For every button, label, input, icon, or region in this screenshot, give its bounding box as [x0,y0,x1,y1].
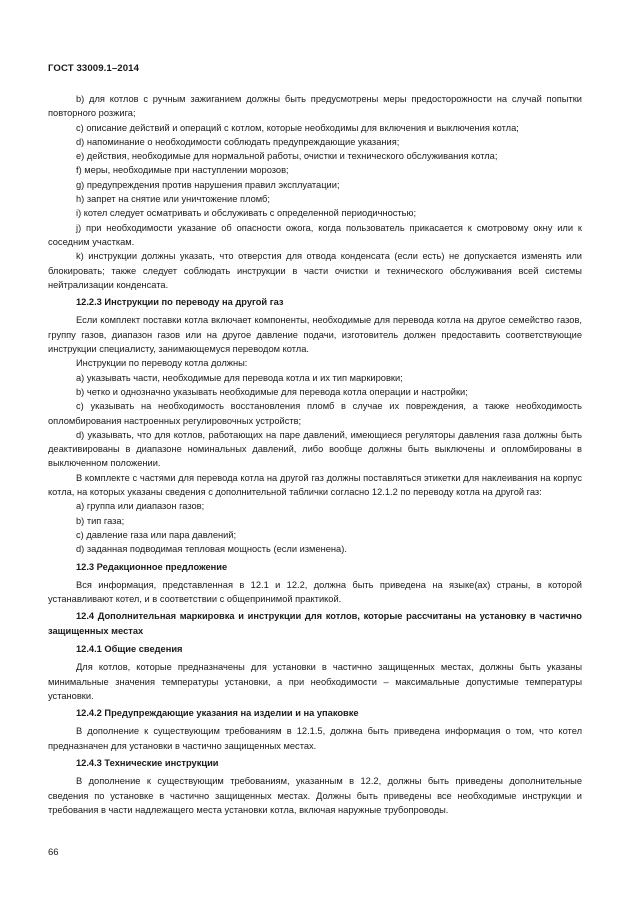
body-paragraph: В дополнение к существующим требованиям, указанным в 12.2, должны быть приведены дополнительные сведения по установке в частично защищенных местах. Должны быть приведены все необходимые инструкции и требования в части надлежащего места установки котла, включая наружные трубопроводы. [48,776,582,815]
document-body [48,92,582,817]
body-paragraph: Если комплект поставки котла включает компоненты, необходимые для перевода котла на другое семейство газов, группу газов, диапазон газов или на другое давление подачи, изготовитель должен предоставить соответствующие инструкции специалисту, занимающемуся переводом котла. [48,315,582,355]
section-heading: 12.4.2 Предупреждающие указания на изделии и на упаковке [76,708,359,719]
page-number: 66 [48,847,59,858]
body-paragraph: Вся информация, представленная в 12.1 и 12.2, должна быть приведена на языке(ах) страны, в которой устанавливают котел, и в соответствии с общепринимой практикой. [48,579,582,605]
body-paragraph: b) тип газа; [76,515,125,526]
body-paragraph: a) указывать части, необходимые для перевода котла и их тип маркировки; [76,372,403,383]
standard-header: ГОСТ 33009.1–2014 [48,63,140,74]
section-heading: 12.4 Дополнительная маркировка и инструкции для котлов, которые рассчитаны на установку в частично защищенных местах [48,611,582,636]
body-paragraph: c) указывать на необходимость восстановления пломб в случае их повреждения, а также необходимость опломбирования настроенных регулировочных устройств; [48,401,582,426]
body-paragraph: Для котлов, которые предназначены для установки в частично защищенных местах, должны быть указаны минимальные значения температуры установки, а при необходимости – максимальные допустимые температуры установки. [48,662,582,701]
body-paragraph: d) указывать, что для котлов, работающих на паре давлений, имеющиеся регуляторы давления газа должны быть деактивированы в диапазоне номинальных давлений, либо вообще должны быть выключены и опломбированы в выключенном положении. [48,429,582,469]
body-paragraph: j) при необходимости указание об опасности ожога, когда пользователь прикасается к смотровому окну или к соседним участкам. [48,222,582,247]
body-paragraph: В комплекте с частями для перевода котла на другой газ должны поставляться этикетки для наклеивания на корпус котла, на которых указаны сведения с дополнительной таблички согласно 12.1.2 по переводу котла на другой газ: [48,472,582,498]
body-paragraph: d) заданная подводимая тепловая мощность (если изменена). [76,544,347,555]
body-paragraph: В дополнение к существующим требованиям в 12.1.5, должна быть приведена информация о том, что котел предназначен для установки в частично защищенных местах. [48,726,582,751]
body-paragraph: e) действия, необходимые для нормальной работы, очистки и технического обслуживания котла; [76,151,498,162]
body-paragraph: c) описание действий и операций с котлом, которые необходимы для включения и выключения котла; [76,122,519,133]
body-paragraph: d) напоминание о необходимости соблюдать предупреждающие указания; [76,136,400,147]
section-heading: 12.4.3 Технические инструкции [76,758,219,769]
section-heading: 12.3 Редакционное предложение [76,561,228,572]
body-paragraph: k) инструкции должны указать, что отверстия для отвода конденсата (если есть) не допускается изменять или блокировать; также следует соблюдать инструкции в части очистки и технического обслуживания всей системы нейтрализации конденсата. [48,251,582,290]
body-paragraph: c) давление газа или пара давлений; [76,529,237,540]
body-paragraph: i) котел следует осматривать и обслуживать с определенной периодичностью; [76,208,417,219]
section-heading: 12.4.1 Общие сведения [76,643,183,654]
body-paragraph: g) предупреждения против нарушения правил эксплуатации; [76,179,340,190]
section-heading: 12.2.3 Инструкции по переводу на другой газ [76,297,284,308]
body-paragraph: b) для котлов с ручным зажиганием должны быть предусмотрены меры предосторожности на случай попытки повторного розжига; [48,94,582,119]
body-paragraph: f) меры, необходимые при наступлении морозов; [76,165,289,176]
body-paragraph: b) четко и однозначно указывать необходимые для перевода котла операции и настройки; [76,386,468,397]
body-paragraph: h) запрет на снятие или уничтожение пломб; [76,194,270,205]
body-paragraph: a) группа или диапазон газов; [76,501,205,512]
body-paragraph: Инструкции по переводу котла должны: [76,358,248,369]
